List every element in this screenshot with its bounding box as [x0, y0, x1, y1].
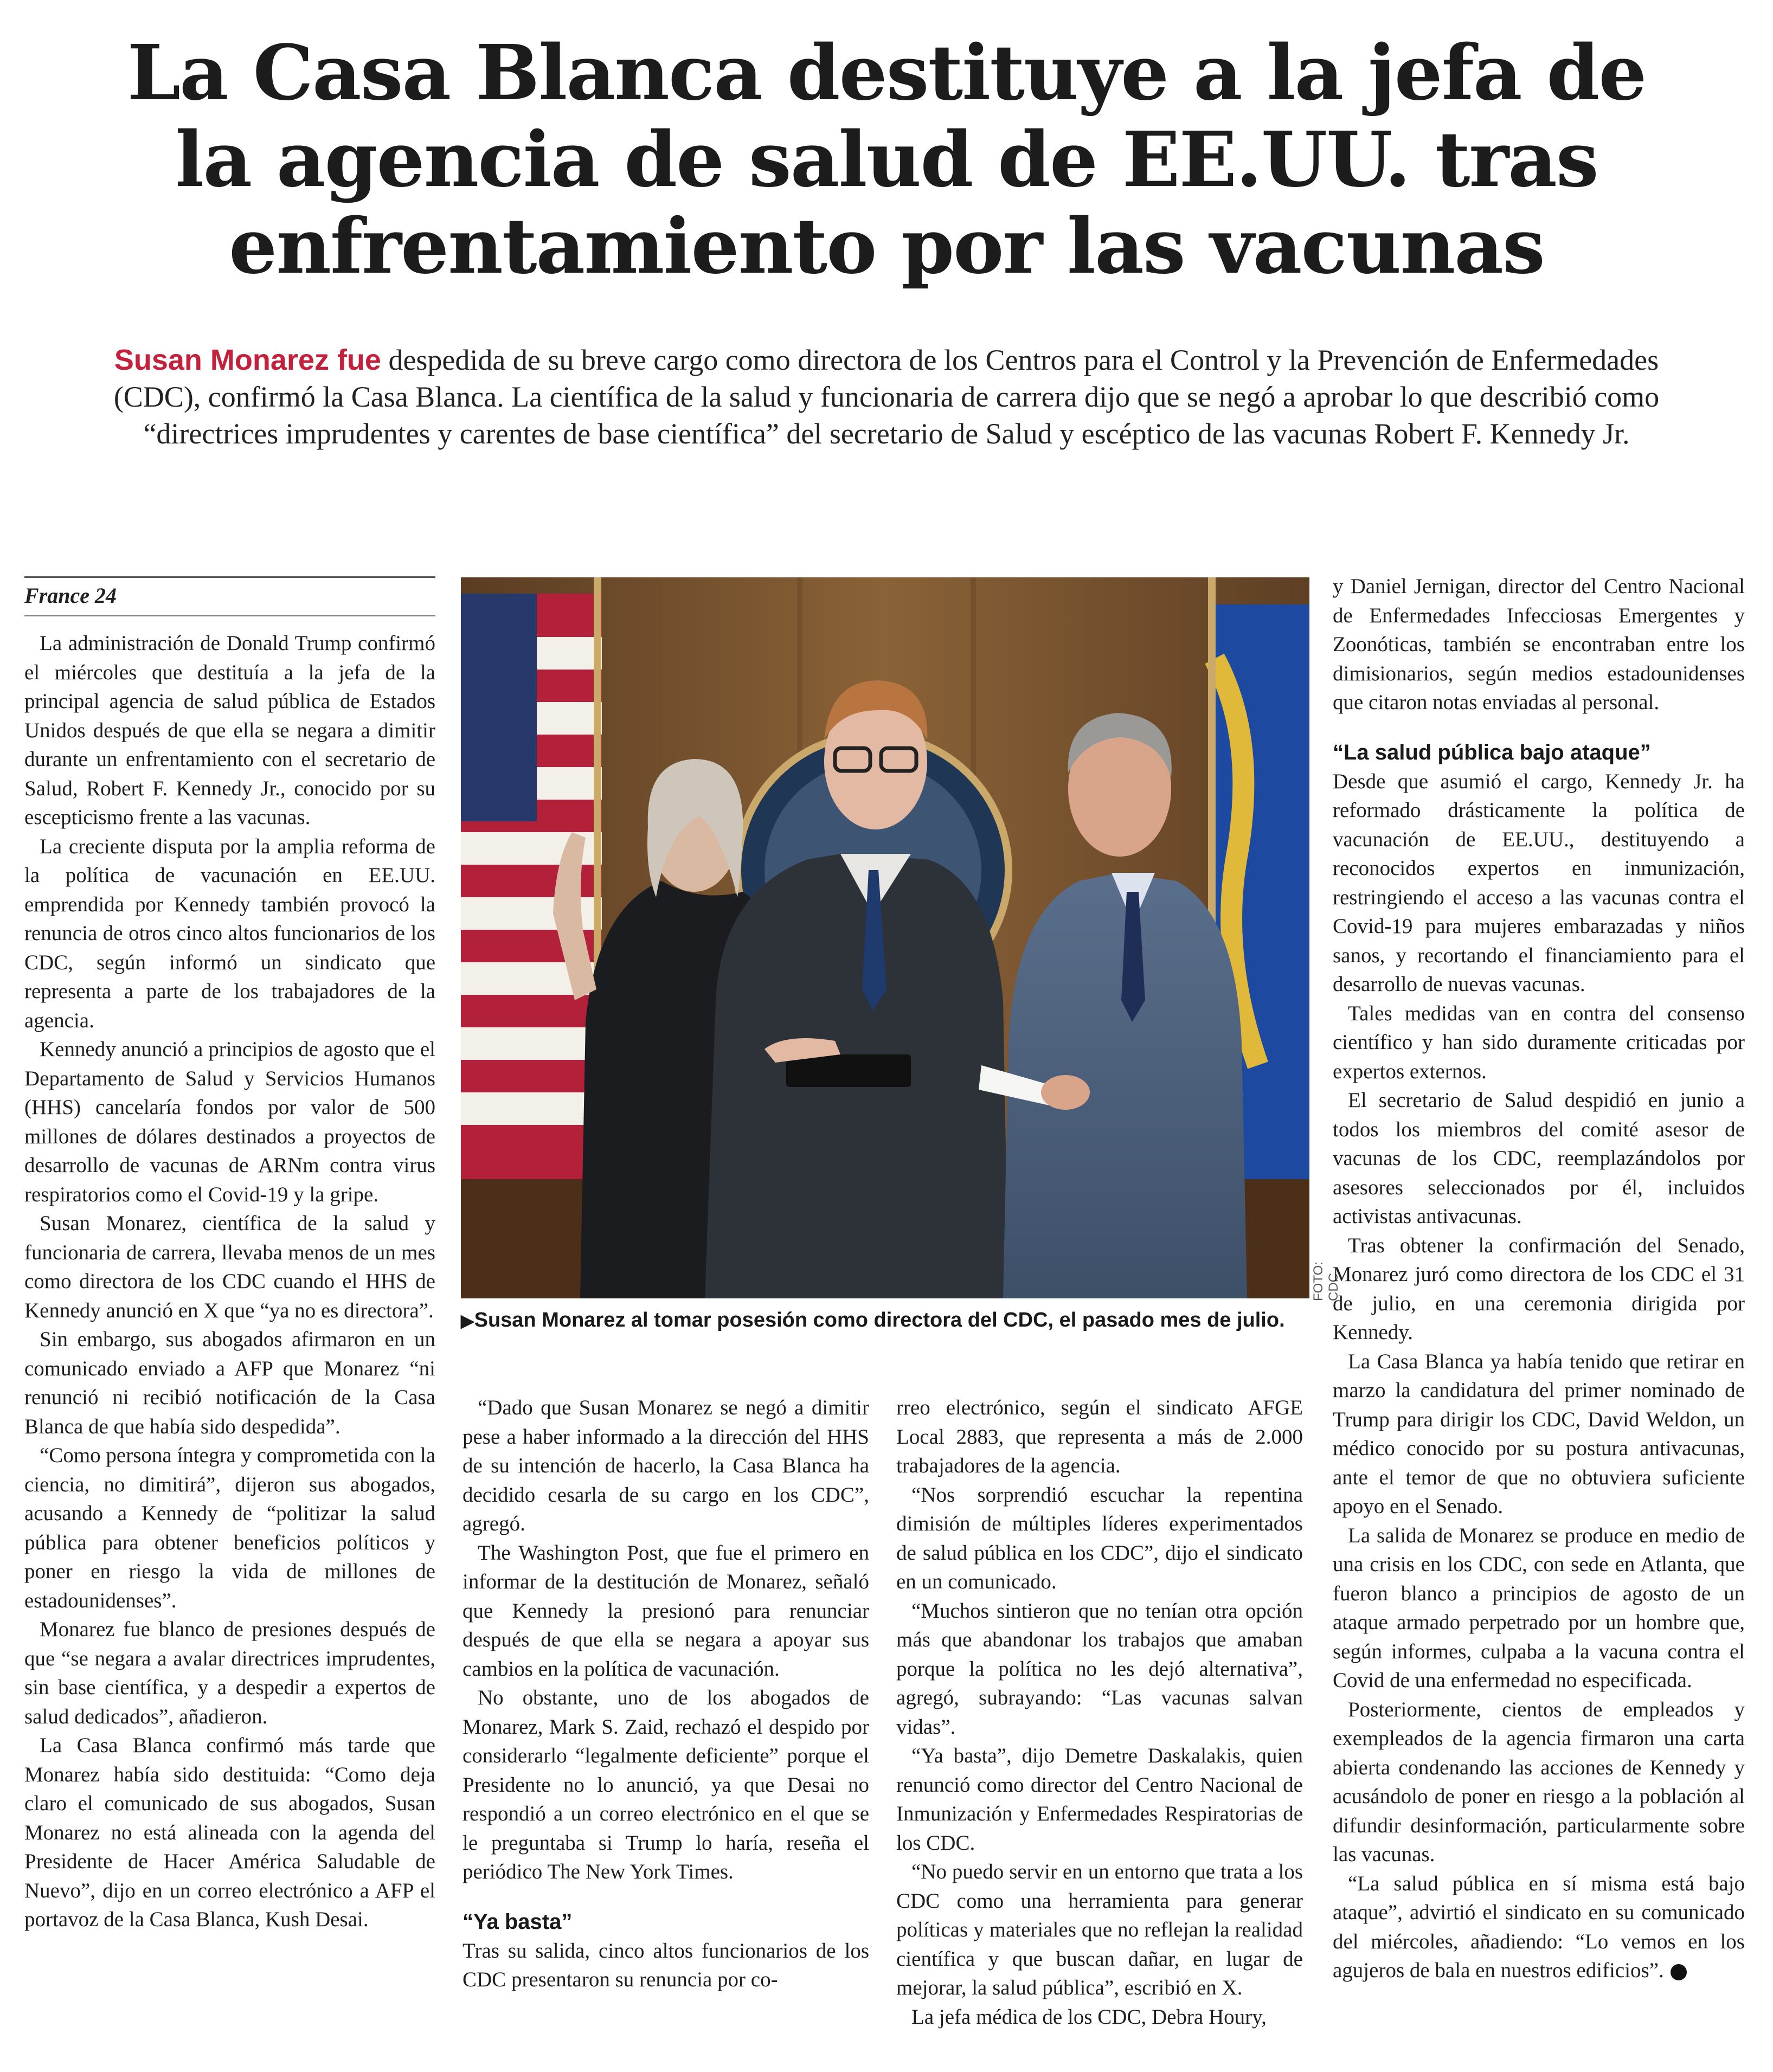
caption-marker-icon: ▶	[461, 1311, 474, 1330]
subheading-ya-basta: “Ya basta”	[462, 1909, 573, 1934]
article-photo	[461, 577, 1309, 1298]
paragraph: Desde que asumió el cargo, Kennedy Jr. ha reformado drásticamente la política de vacunación de EE.UU., destituyendo a reconocidos expertos en inmunización, restringiendo el acceso a las vacunas contra el Covid-19 para mujeres embarazadas y niños sanos, y recortando el financiamiento para el desarrollo de nuevas vacunas.	[1333, 769, 1745, 996]
paragraph-last	[1333, 1869, 1745, 1985]
paragraph: La jefa médica de los CDC, Debra Houry,	[911, 2005, 1267, 2029]
source-divider-top	[24, 576, 435, 578]
paragraph: La Casa Blanca confirmó más tarde que Monarez había sido destituida: “Como deja claro el comunicado de sus abogados, Susan Monarez no está alineada con la agenda del Presidente de Hacer América Saludable de Nuevo”, dijo en un correo electrónico a AFP el portavoz de la Casa Blanca, Kush Desai.	[24, 1734, 435, 1931]
deck-text: despedida de su breve cargo como directora de los Centros para el Control y la Prevención de Enfermedades (CDC), confirmó la Casa Blanca. La científica de la salud y funcionaria de carrera dijo que se negó a aprobar lo que describió como “directrices imprudentes y carentes de base científica” del secretario de Salud y escéptico de las vacunas Robert F. Kennedy Jr.	[113, 344, 1660, 450]
headline	[65, 30, 1708, 290]
paragraph: “Dado que Susan Monarez se negó a dimitir pese a haber informado a la dirección del HHS de su intención de hacerlo, la Casa Blanca ha decidido cesarla de su cargo en los CDC”, agregó.	[462, 1396, 869, 1535]
paragraph: Sin embargo, sus abogados afirmaron en un comunicado enviado a AFP que Monarez “ni renunció ni recibió notificación de la Casa Blanca de que había sido despedida”.	[24, 1328, 435, 1438]
headline-line-3: enfrentamiento por las vacunas	[229, 202, 1544, 291]
photo-credit: FOTO: CDC	[1311, 1262, 1341, 1301]
paragraph: La administración de Donald Trump confirmó el miércoles que destituía a la jefa de la principal agencia de salud pública de Estados Unidos después de que ella se negara a dimitir durante un enfrentamiento con el secretario de Salud, Robert F. Kennedy Jr., conocido por su escepticismo frente a las vacunas.	[24, 632, 435, 829]
article-column-3	[896, 1393, 1303, 2031]
caption-text: Susan Monarez al tomar posesión como directora del CDC, el pasado mes de julio.	[474, 1309, 1285, 1331]
article-column-1	[24, 629, 435, 1934]
paragraph: Tras su salida, cinco altos funcionarios de los CDC presentaron su renuncia por co-	[462, 1939, 869, 1991]
headline-line-1: La Casa Blanca destituye a la jefa de	[127, 29, 1646, 118]
paragraph: La creciente disputa por la amplia reforma de la política de vacunación en EE.UU. emprendida por Kennedy también provocó la renuncia de otros cinco altos funcionarios de los CDC, según informó un sindicato que representa a parte de los trabajadores de la agencia.	[24, 834, 435, 1032]
paragraph: Posteriormente, cientos de empleados y exempleados de la agencia firmaron una carta abierta condenando las acciones de Kennedy y acusándolo de poner en riesgo a la población al difundir desinformación, particularmente sobre las vacunas.	[1333, 1697, 1745, 1866]
deck-lead: Susan Monarez fue	[114, 344, 381, 376]
source-divider-bottom	[24, 615, 435, 616]
paragraph: “Como persona íntegra y comprometida con la ciencia, no dimitirá”, dijeron sus abogados, acusando a Kennedy de “politizar la salud pública para obtener beneficios políticos y poner en riesgo la vida de millones de estadounidenses”.	[24, 1444, 435, 1612]
source-byline: France 24	[24, 583, 117, 608]
last-paragraph-text: “La salud pública en sí misma está bajo ataque”, advirtió el sindicato en su comunicado del miércoles, añadiendo: “Lo vemos en los agujeros de bala en nuestros edificios”.	[1333, 1871, 1745, 1982]
headline-line-2: la agencia de salud de EE.UU. tras	[175, 115, 1598, 204]
paragraph: Tras obtener la confirmación del Senado, Monarez juró como directora de los CDC el 31 de julio, en una ceremonia dirigida por Kennedy.	[1333, 1233, 1745, 1344]
paragraph: Kennedy anunció a principios de agosto que el Departamento de Salud y Servicios Humanos (HHS) cancelaría fondos por valor de 500 millones de dólares destinados a proyectos de desarrollo de vacunas de ARNm contra virus respiratorios como el Covid-19 y la gripe.	[24, 1038, 435, 1206]
paragraph: Susan Monarez, científica de la salud y funcionaria de carrera, llevaba menos de un mes como directora de los CDC cuando el HHS de Kennedy anunció en X que “ya no es directora”.	[24, 1212, 435, 1322]
paragraph: El secretario de Salud despidió en junio a todos los miembros del comité asesor de vacunas de los CDC, reemplazándolos por asesores seleccionados por él, incluidos activistas antivacunas.	[1333, 1089, 1745, 1228]
paragraph: Monarez fue blanco de presiones después de que “se negara a avalar directrices imprudentes, sin base científica, y a despedir a expertos de salud dedicados”, añadieron.	[24, 1618, 435, 1728]
paragraph: “Muchos sintieron que no tenían otra opción más que abandonar los trabajos que amaban porque la política no les dejó alternativa”, agregó, subrayando: “Las vacunas salvan vidas”.	[896, 1599, 1303, 1739]
paragraph: No obstante, uno de los abogados de Monarez, Mark S. Zaid, rechazó el despido por considerarlo “legalmente deficiente” porque el Presidente no lo anunció, ya que Desai no respondió a un correo electrónico en el que se le preguntaba si Trump lo haría, reseña el periódico The New York Times.	[462, 1686, 869, 1883]
paragraph: The Washington Post, que fue el primero en informar de la destitución de Monarez, señaló que Kennedy la presionó para renunciar después de que ella se negara a apoyar sus cambios en la política de vacunación.	[462, 1541, 869, 1681]
end-of-article-icon	[1671, 1964, 1687, 1980]
paragraph: “No puedo servir en un entorno que trata a los CDC como una herramienta para generar políticas y materiales que no reflejan la realidad científica y que buscan dañar, en lugar de mejorar, la salud pública”, escribió en X.	[896, 1860, 1303, 1999]
subheading-salud-publica: “La salud pública bajo ataque”	[1333, 740, 1651, 764]
paragraph: y Daniel Jernigan, director del Centro Nacional de Enfermedades Infecciosas Emergentes y Zoonóticas, también se encontraban entre los dimisionarios, según medios estadounidenses que citaron notas enviadas al personal.	[1333, 575, 1745, 714]
paragraph: La Casa Blanca ya había tenido que retirar en marzo la candidatura del primer nominado de Trump para dirigir los CDC, David Weldon, un médico conocido por su postura antivacunas, ante el temor de que no obtuviera suficiente apoyo en el Senado.	[1333, 1349, 1745, 1518]
paragraph: Tales medidas van en contra del consenso científico y han sido duramente criticadas por expertos externos.	[1333, 1001, 1745, 1083]
deck-summary	[108, 342, 1665, 452]
paragraph: “Nos sorprendió escuchar la repentina dimisión de múltiples líderes experimentados de salud pública en los CDC”, dijo el sindicato en un comunicado.	[896, 1483, 1303, 1593]
swearing-in-photo	[461, 577, 1309, 1298]
paragraph: “Ya basta”, dijo Demetre Daskalakis, quien renunció como director del Centro Nacional de Inmunización y Enfermedades Respiratorias de los CDC.	[896, 1744, 1303, 1855]
paragraph: La salida de Monarez se produce en medio de una crisis en los CDC, con sede en Atlanta, que fueron blanco a principios de agosto de un ataque armado perpetrado por un hombre que, según informes, culpaba a la vacuna contra el Covid de una enfermedad no especificada.	[1333, 1523, 1745, 1692]
photo-caption	[461, 1307, 1328, 1334]
paragraph: rreo electrónico, según el sindicato AFGE Local 2883, que representa a más de 2.000 trabajadores de la agencia.	[896, 1396, 1303, 1477]
article-column-2	[462, 1393, 869, 1994]
article-column-4	[1333, 572, 1745, 1985]
